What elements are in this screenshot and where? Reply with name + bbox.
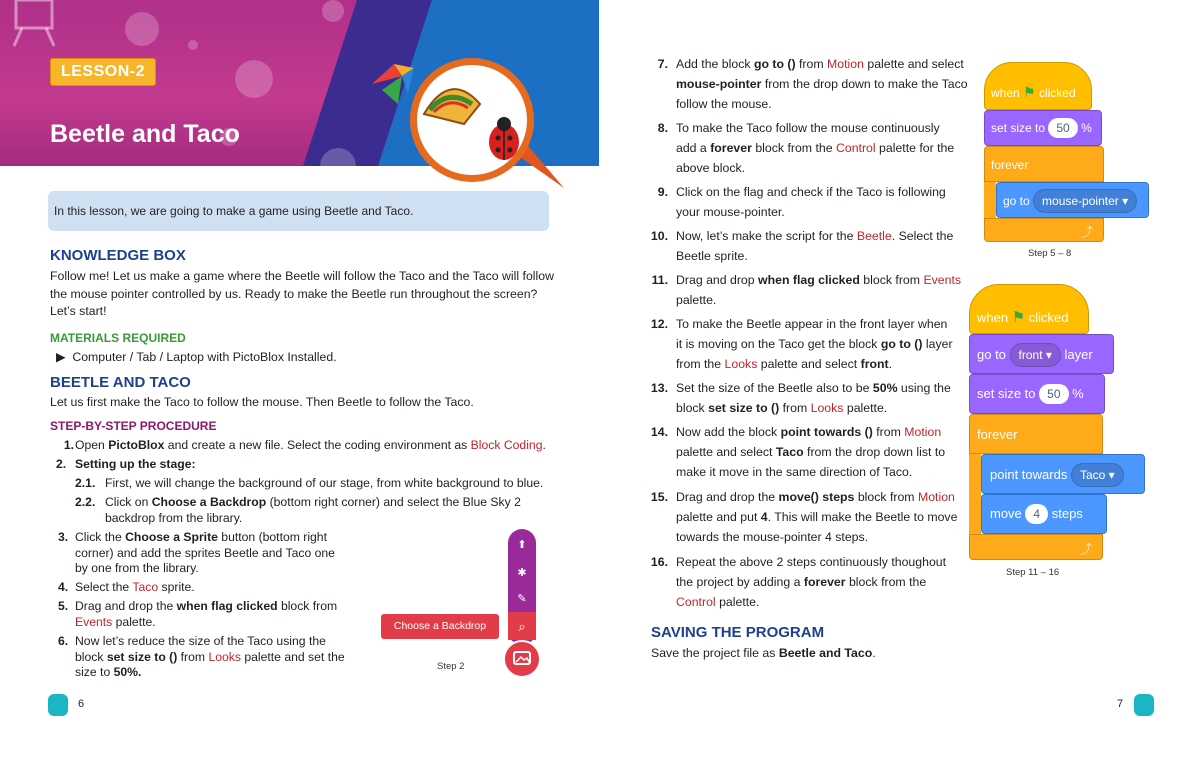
step-text: Click the Choose a Sprite button (bottom right corner) and add the sprites Beetle and Taco one by one from the library. [75, 530, 335, 575]
figure-caption: Step 11 – 16 [1006, 567, 1060, 578]
beetle-heading: BEETLE AND TACO [50, 374, 191, 391]
step-number: 16. [650, 555, 668, 569]
materials-item [56, 349, 337, 367]
procedure-heading: STEP-BY-STEP PROCEDURE [50, 419, 217, 433]
size-input[interactable]: 50 [1039, 384, 1068, 404]
target-dropdown[interactable]: Taco ▾ [1071, 463, 1124, 487]
step-number: 3. [58, 530, 69, 544]
forever-block[interactable]: forever [984, 146, 1104, 182]
forever-block-arm [969, 454, 981, 534]
paint-brush-icon[interactable]: ✎ [517, 593, 527, 605]
move-steps-block[interactable]: move 4 steps [981, 494, 1107, 534]
step-text: To make the Taco follow the mouse continuously add a forever block from the Control palette for the above block. [676, 121, 955, 175]
step-text: Now, let’s make the script for the Beetle. Select the Beetle sprite. [676, 229, 954, 263]
taco-beetle-magnifier-illustration [368, 48, 568, 190]
step-number: 6. [58, 634, 69, 648]
forever-block-bottom [984, 218, 1104, 242]
sparkle-icon[interactable]: ✱ [517, 567, 527, 579]
step-number: 7. [657, 57, 668, 71]
step-number: 10. [650, 229, 668, 243]
decorative-bubble [235, 60, 273, 98]
text-line: the mouse pointer controlled by us. Ready to make the Beetle run throughout the screen? [50, 286, 538, 301]
upload-icon[interactable]: ⬆ [517, 539, 527, 551]
page-number: 7 [1117, 698, 1124, 710]
step-number: 12. [650, 317, 668, 331]
step-number: 11. [651, 273, 668, 287]
step-text: Click on Choose a Backdrop (bottom right corner) and select the Blue Sky 2 backdrop from the library. [105, 495, 521, 525]
target-dropdown[interactable]: mouse-pointer ▾ [1033, 189, 1137, 213]
when-flag-clicked-block[interactable]: when ⚑ clicked [969, 284, 1089, 334]
step-number: 9. [657, 185, 668, 199]
text-line: Let’s start! [50, 304, 107, 318]
step-number: 2. [56, 457, 67, 471]
step-number: 4. [58, 580, 69, 594]
materials-heading: MATERIALS REQUIRED [50, 331, 186, 345]
image-icon [513, 650, 531, 666]
forever-block-arm [984, 182, 996, 218]
go-to-layer-block[interactable]: go to front ▾ layer [969, 334, 1114, 374]
saving-text: Save the project file as Beetle and Taco. [651, 646, 876, 660]
steps-input[interactable]: 4 [1025, 504, 1048, 524]
step-text: To make the Beetle appear in the front layer when it is moving on the Taco get the block go to () layer from the Looks palette and select front. [676, 317, 953, 371]
loop-arrow-icon: ⤴ [1080, 225, 1093, 239]
search-icon: ⌕ [518, 619, 526, 634]
intro-box: In this lesson, we are going to make a game using Beetle and Taco. [48, 191, 549, 231]
page-number: 6 [78, 698, 85, 710]
bullet-icon: ▶ [56, 350, 66, 364]
loop-arrow-icon: ⤴ [1079, 542, 1092, 556]
knowledge-text [50, 268, 570, 321]
green-flag-icon: ⚑ [1023, 84, 1036, 100]
text-line: Follow me! Let us make a game where the Beetle will follow the Taco and the Taco will follow [50, 269, 554, 283]
step-text: Now let’s reduce the size of the Taco using the block set size to () from Looks palette and set the size to 50%. [75, 634, 345, 679]
step-number: 14. [650, 425, 668, 439]
figure-caption: Step 5 – 8 [1028, 248, 1072, 259]
step-number: 15. [650, 490, 668, 504]
forever-block[interactable]: forever [969, 414, 1103, 454]
step-text: Add the block go to () from Motion palette and select mouse-pointer from the drop down to make the Taco follow the mouse. [676, 57, 968, 111]
step-text: Drag and drop the when flag clicked block from Events palette. [75, 599, 338, 629]
step-text: Repeat the above 2 steps continuously thoughout the project by adding a forever block from the Control palette. [676, 555, 947, 609]
set-size-block[interactable]: set size to 50 % [969, 374, 1105, 414]
step-number: 13. [650, 381, 668, 395]
materials-item-text: Computer / Tab / Laptop with PictoBlox Installed. [72, 350, 337, 364]
forever-block-bottom [969, 534, 1103, 560]
choose-backdrop-button[interactable]: Choose a Backdrop [381, 614, 499, 639]
step-number: 2.1. [75, 476, 96, 490]
step-number: 8. [657, 121, 668, 135]
step-number: 1. [63, 438, 74, 452]
set-size-block[interactable]: set size to 50 % [984, 110, 1102, 146]
step-number: 5. [58, 599, 69, 613]
step-text: Select the Taco sprite. [75, 580, 195, 594]
step-number: 2.2. [75, 495, 96, 509]
page-title: Beetle and Taco [50, 120, 240, 148]
page-tab [48, 694, 68, 716]
step-text: Drag and drop the move() steps block from Motion palette and put 4. This will make the Beetle to move towards the mouse-pointer 4 steps. [676, 490, 958, 544]
beetle-intro: Let us first make the Taco to follow the mouse. Then Beetle to follow the Taco. [50, 395, 474, 409]
decorative-bubble [188, 40, 198, 50]
decorative-bubble [322, 0, 344, 22]
go-to-block[interactable]: go to mouse-pointer ▾ [996, 182, 1149, 218]
decorative-bubble [125, 12, 159, 46]
step-text: Set the size of the Beetle also to be 50% using the block set size to () from Looks palette. [676, 381, 951, 415]
green-flag-icon: ⚑ [1011, 309, 1026, 326]
step-text: Open PictoBlox and create a new file. Select the coding environment as Block Coding. [75, 438, 546, 452]
step-text: Click on the flag and check if the Taco is following your mouse-pointer. [676, 185, 946, 219]
step-text: Now add the block point towards () from Motion palette and select Taco from the drop down list to make it move in the same direction of Taco. [676, 425, 946, 479]
page-tab [1134, 694, 1154, 716]
step-text: Setting up the stage: [75, 457, 196, 471]
saving-heading: SAVING THE PROGRAM [651, 624, 825, 641]
when-flag-clicked-block[interactable]: when ⚑ clicked [984, 62, 1092, 110]
size-input[interactable]: 50 [1048, 118, 1077, 138]
step-text: Drag and drop when flag clicked block from Events palette. [676, 273, 962, 307]
figure-caption: Step 2 [437, 661, 465, 672]
layer-dropdown[interactable]: front ▾ [1010, 343, 1061, 367]
lesson-tag: LESSON-2 [50, 58, 156, 86]
step-text: First, we will change the background of our stage, from white background to blue. [105, 476, 544, 490]
easel-icon [10, 0, 60, 48]
knowledge-heading: KNOWLEDGE BOX [50, 247, 186, 264]
point-towards-block[interactable]: point towards Taco ▾ [981, 454, 1145, 494]
